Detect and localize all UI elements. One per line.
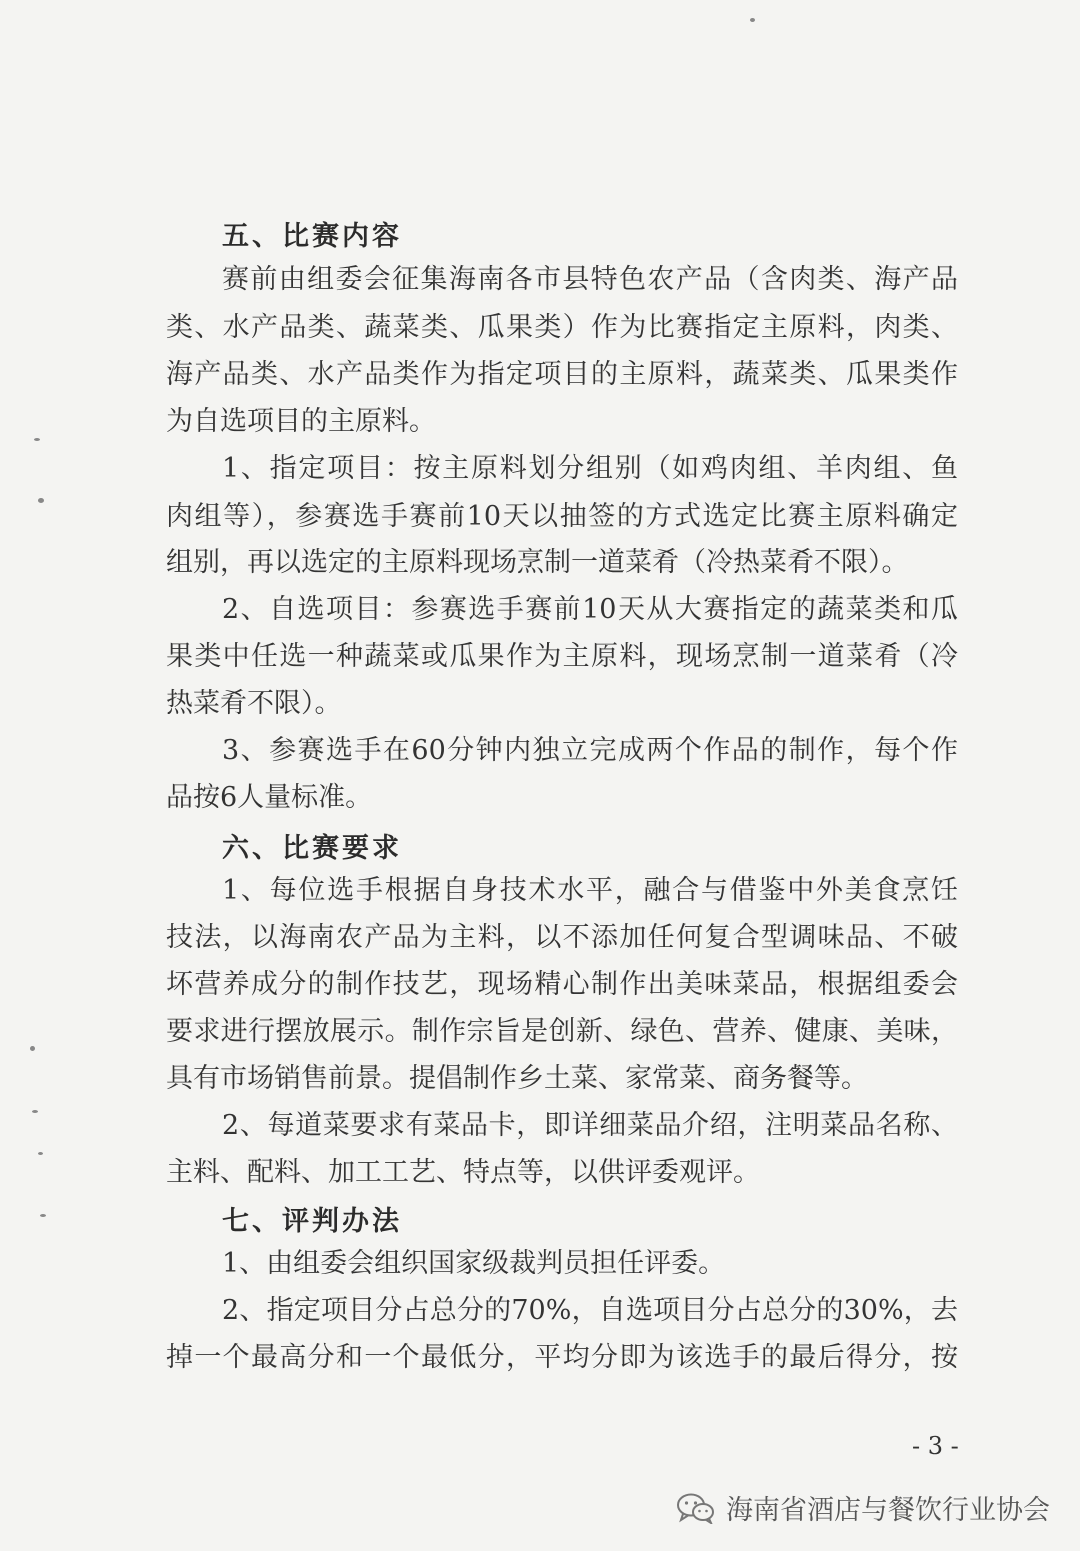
scan-speck [750, 18, 755, 22]
paragraph-line: 肉组等），参赛选手赛前10天以抽签的方式选定比赛主原料确定 [166, 501, 958, 532]
paragraph-line: 组别，再以选定的主原料现场烹制一道菜肴（冷热菜肴不限）。 [166, 547, 909, 578]
paragraph-line: 主料、配料、加工工艺、特点等，以供评委观评。 [166, 1157, 760, 1188]
paragraph-line: 1、由组委会组织国家级裁判员担任评委。 [222, 1248, 726, 1279]
paragraph-line: 1、指定项目：按主原料划分组别（如鸡肉组、羊肉组、鱼 [222, 453, 958, 484]
scan-speck [30, 1046, 35, 1051]
paragraph-line: 技法，以海南农产品为主料，以不添加任何复合型调味品、不破 [166, 922, 958, 953]
paragraph-line: 果类中任选一种蔬菜或瓜果作为主原料，现场烹制一道菜肴（冷 [166, 641, 958, 672]
section-heading: 六、比赛要求 [222, 833, 402, 864]
scan-speck [38, 498, 44, 503]
paragraph-line: 海产品类、水产品类作为指定项目的主原料，蔬菜类、瓜果类作 [166, 359, 958, 390]
wechat-icon [676, 1492, 716, 1524]
paragraph-line: 类、水产品类、蔬菜类、瓜果类）作为比赛指定主原料，肉类、 [166, 312, 958, 343]
paragraph-line: 热菜肴不限）。 [166, 688, 342, 719]
scan-speck [34, 438, 40, 441]
paragraph-line: 品按6人量标准。 [166, 782, 373, 813]
section-heading: 五、比赛内容 [222, 221, 402, 252]
paragraph-line: 2、每道菜要求有菜品卡，即详细菜品介绍，注明菜品名称、 [222, 1110, 958, 1141]
paragraph-line: 为自选项目的主原料。 [166, 406, 436, 437]
paragraph-line: 具有市场销售前景。提倡制作乡土菜、家常菜、商务餐等。 [166, 1063, 868, 1094]
section-heading: 七、评判办法 [222, 1206, 402, 1237]
page-number: - 3 - [912, 1432, 959, 1460]
watermark-text: 海南省酒店与餐饮行业协会 [726, 1495, 1050, 1526]
scan-speck [32, 1110, 38, 1113]
paragraph-line: 2、指定项目分占总分的70%，自选项目分占总分的30%，去 [222, 1295, 958, 1326]
paragraph-line: 要求进行摆放展示。制作宗旨是创新、绿色、营养、健康、美味， [166, 1016, 958, 1047]
paragraph-line: 1、每位选手根据自身技术水平，融合与借鉴中外美食烹饪 [222, 875, 958, 906]
paragraph-line: 赛前由组委会征集海南各市县特色农产品（含肉类、海产品 [222, 264, 958, 295]
paragraph-line: 3、参赛选手在60分钟内独立完成两个作品的制作，每个作 [222, 735, 958, 766]
scan-speck [40, 1214, 46, 1217]
paragraph-line: 坏营养成分的制作技艺，现场精心制作出美味菜品，根据组委会 [166, 969, 958, 1000]
paragraph-line: 掉一个最高分和一个最低分，平均分即为该选手的最后得分，按 [166, 1342, 958, 1373]
paragraph-line: 2、自选项目：参赛选手赛前10天从大赛指定的蔬菜类和瓜 [222, 594, 958, 625]
scan-speck [38, 1152, 43, 1155]
watermark [676, 1488, 1050, 1527]
